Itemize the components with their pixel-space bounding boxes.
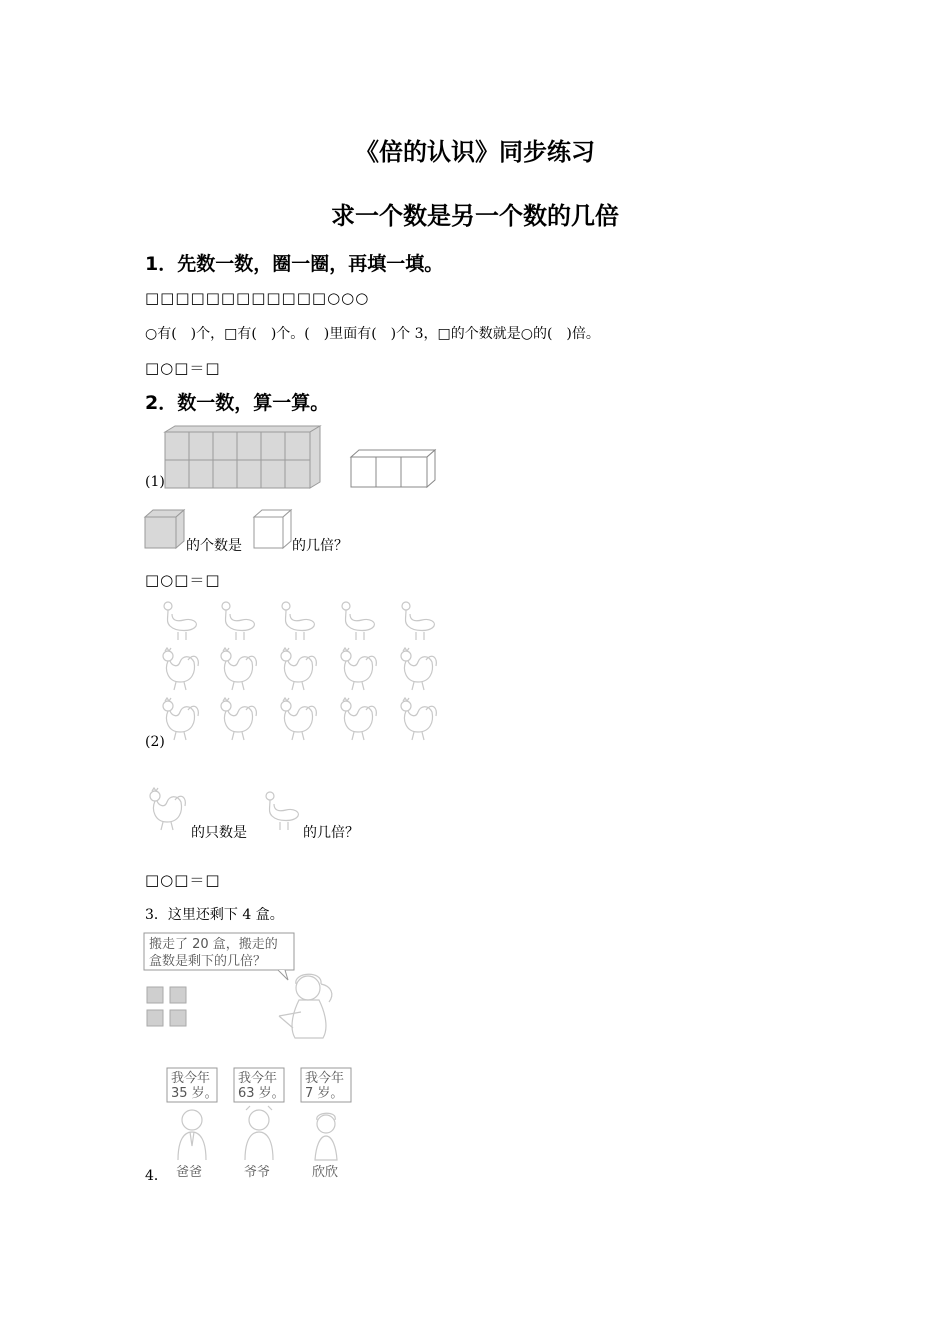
- goose-icon: [258, 784, 304, 834]
- dad-bubble-line1: 我今年: [171, 1071, 211, 1086]
- grandpa-icon: [245, 1106, 273, 1160]
- q2-part2-label: (2): [145, 734, 165, 750]
- q4-figure: [160, 1066, 360, 1184]
- dad-name: 爸爸: [176, 1165, 203, 1180]
- q1-equation: □○□＝□: [145, 359, 221, 377]
- q2-heading: 2．数一数，算一算。: [145, 392, 330, 414]
- q1-shapes: □□□□□□□□□□□□○○○: [145, 289, 370, 307]
- q1-heading: 1．先数一数，圈一圈，再填一填。: [145, 253, 444, 275]
- q2-part2-text-a: 的只数是: [191, 825, 247, 841]
- white-cubes-figure: [348, 448, 440, 490]
- q2-part1-text-b: 的几倍？: [292, 538, 348, 554]
- xinxin-bubble-line1: 我今年: [305, 1071, 345, 1086]
- page-subtitle: 求一个数是另一个数的几倍: [331, 201, 619, 230]
- xinxin-icon: [315, 1113, 337, 1160]
- q3-bubble-line1: 搬走了 20 盒，搬走的: [149, 937, 278, 952]
- q2-part2-equation: □○□＝□: [145, 871, 221, 889]
- q3-figure: [143, 932, 343, 1042]
- q2-part1-equation: □○□＝□: [145, 571, 221, 589]
- q3-text: 3．这里还剩下 4 盒。: [145, 907, 284, 923]
- grandpa-bubble-line1: 我今年: [238, 1071, 278, 1086]
- q1-fill-text: ○有( )个，□有( )个。( )里面有( )个 3，□的个数就是○的( )倍。: [145, 326, 600, 342]
- q3-bubble-line2: 盒数是剩下的几倍？: [149, 954, 267, 969]
- gray-cubes-figure: [160, 424, 340, 490]
- gray-cube-icon: [143, 508, 187, 550]
- q2-part1-label: (1): [145, 474, 165, 490]
- q2-part2-text-b: 的几倍？: [303, 825, 359, 841]
- geese-roosters-figure: [158, 598, 448, 746]
- xinxin-bubble-line2: 7 岁。: [305, 1086, 344, 1101]
- girl-icon: [279, 974, 332, 1038]
- white-cube-icon: [252, 508, 294, 550]
- q2-part1-text-a: 的个数是: [186, 538, 242, 554]
- rooster-icon: [143, 784, 191, 836]
- dad-bubble-line2: 35 岁。: [171, 1086, 218, 1101]
- dad-icon: [178, 1110, 206, 1160]
- grandpa-name: 爷爷: [244, 1165, 271, 1180]
- boxes-icon: [147, 987, 186, 1026]
- page-title: 《倍的认识》同步练习: [355, 137, 595, 166]
- xinxin-name: 欣欣: [312, 1165, 339, 1180]
- grandpa-bubble-line2: 63 岁。: [238, 1086, 285, 1101]
- q4-label: 4．: [145, 1168, 168, 1184]
